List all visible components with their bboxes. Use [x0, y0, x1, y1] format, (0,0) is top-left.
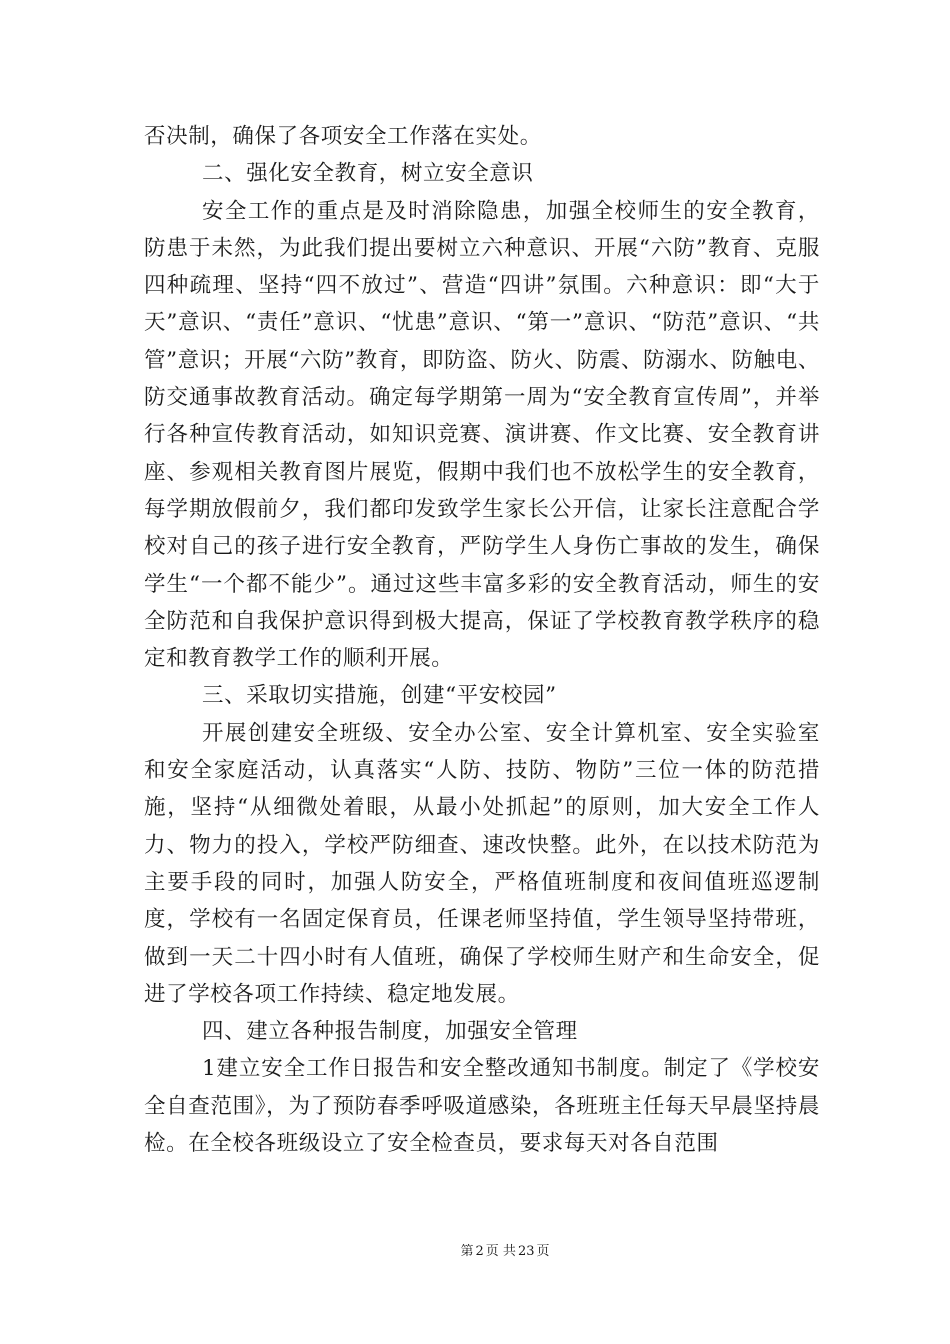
footer-middle: 页 共: [485, 1244, 516, 1259]
section-heading-3: 三、采取切实措施，创建“平安校园”: [202, 683, 557, 709]
document-body: [144, 118, 820, 1162]
page-footer: [0, 1240, 950, 1259]
footer-total-pages: 23: [517, 1244, 535, 1259]
section-heading-4: 四、建立各种报告制度，加强安全管理: [202, 1019, 578, 1045]
footer-suffix: 页: [536, 1244, 550, 1259]
section-heading-2: 二、强化安全教育，树立安全意识: [202, 161, 534, 187]
paragraph-continuation: 否决制，确保了各项安全工作落在实处。: [144, 124, 542, 149]
paragraph-safety-education: 安全工作的重点是及时消除隐患，加强全校师生的安全教育，防患于未然，为此我们提出要树立六种意识、开展“六防”教育、克服四种疏理、坚持“四不放过”、营造“四讲”氛围。六种意识：即“大于天”意识、“责任”意识、“忧患”意识、“第一”意识、“防范”意识、“共管”意识；开展“六防”教育，即防盗、防火、防震、防溺水、防触电、防交通事故教育活动。确定每学期第一周为“安全教育宣传周”，并举行各种宣传教育活动，如知识竞赛、演讲赛、作文比赛、安全教育讲座、参观相关教育图片展览，假期中我们也不放松学生的安全教育，每学期放假前夕，我们都印发致学生家长公开信，让家长注意配合学校对自己的孩子进行安全教育，严防学生人身伤亡事故的发生，确保学生“一个都不能少”。通过这些丰富多彩的安全教育活动，师生的安全防范和自我保护意识得到极大提高，保证了学校教育教学秩序的稳定和教育教学工作的顺利开展。: [144, 198, 820, 672]
footer-prefix: 第: [460, 1244, 474, 1259]
paragraph-reporting-system: 1建立安全工作日报告和安全整改通知书制度。制定了《学校安全自查范围》，为了预防春季呼吸道感染，各班班主任每天早晨坚持晨检。在全校各班级设立了安全检查员，要求每天对各自范围: [144, 1056, 820, 1157]
footer-current-page: 2: [475, 1244, 484, 1259]
paragraph-safe-campus: 开展创建安全班级、安全办公室、安全计算机室、安全实验室和安全家庭活动，认真落实“人防、技防、物防”三位一体的防范措施，坚持“从细微处着眼，从最小处抓起”的原则，加大安全工作人力、物力的投入，学校严防细查、速改快整。此外，在以技术防范为主要手段的同时，加强人防安全，严格值班制度和夜间值班巡逻制度，学校有一名固定保育员，任课老师坚持值，学生领导坚持带班，做到一天二十四小时有人值班，确保了学校师生财产和生命安全，促进了学校各项工作持续、稳定地发展。: [144, 720, 820, 1007]
